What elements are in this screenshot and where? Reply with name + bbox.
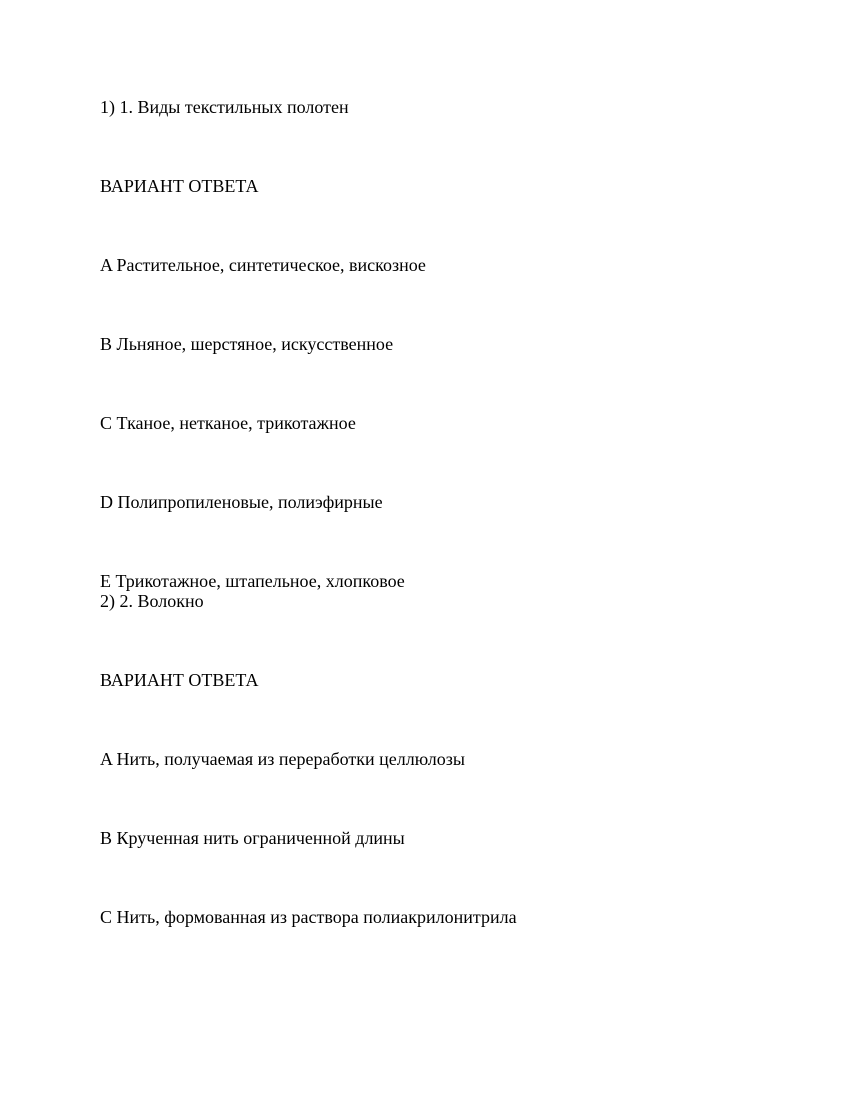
option-text: Полипропиленовые, полиэфирные [117, 492, 383, 512]
question-1-heading: 1) 1. Виды текстильных полотен [100, 97, 349, 117]
question-1-option-d [100, 492, 790, 512]
question-2-option-a [100, 749, 790, 769]
option-letter: C [100, 907, 113, 927]
question-2-heading: 2) 2. Волокно [100, 591, 204, 611]
option-letter: B [100, 334, 113, 354]
option-text: Крученная нить ограниченной длины [116, 828, 405, 848]
question-1-option-c [100, 413, 790, 433]
question-1-option-b [100, 334, 790, 354]
option-text: Трикотажное, штапельное, хлопковое [115, 571, 405, 591]
option-letter: D [100, 492, 113, 512]
option-text: Растительное, синтетическое, вискозное [116, 255, 426, 275]
option-letter: A [100, 255, 113, 275]
question-2-option-b [100, 828, 790, 848]
question-1-answers-label: ВАРИАНТ ОТВЕТА [100, 176, 259, 196]
option-text: Тканое, нетканое, трикотажное [116, 413, 356, 433]
option-letter: A [100, 749, 113, 769]
option-text: Нить, получаемая из переработки целлюлозы [116, 749, 465, 769]
option-text: Нить, формованная из раствора полиакрилонитрила [116, 907, 517, 927]
option-letter: E [100, 571, 111, 591]
question-1-option-a [100, 255, 790, 275]
option-letter: B [100, 828, 113, 848]
question-2-option-c [100, 907, 790, 927]
option-letter: C [100, 413, 113, 433]
option-text: Льняное, шерстяное, искусственное [116, 334, 394, 354]
question-2-answers-label: ВАРИАНТ ОТВЕТА [100, 670, 259, 690]
question-block-1 [100, 97, 790, 591]
question-block-2 [100, 591, 790, 927]
question-1-option-e [100, 571, 790, 591]
